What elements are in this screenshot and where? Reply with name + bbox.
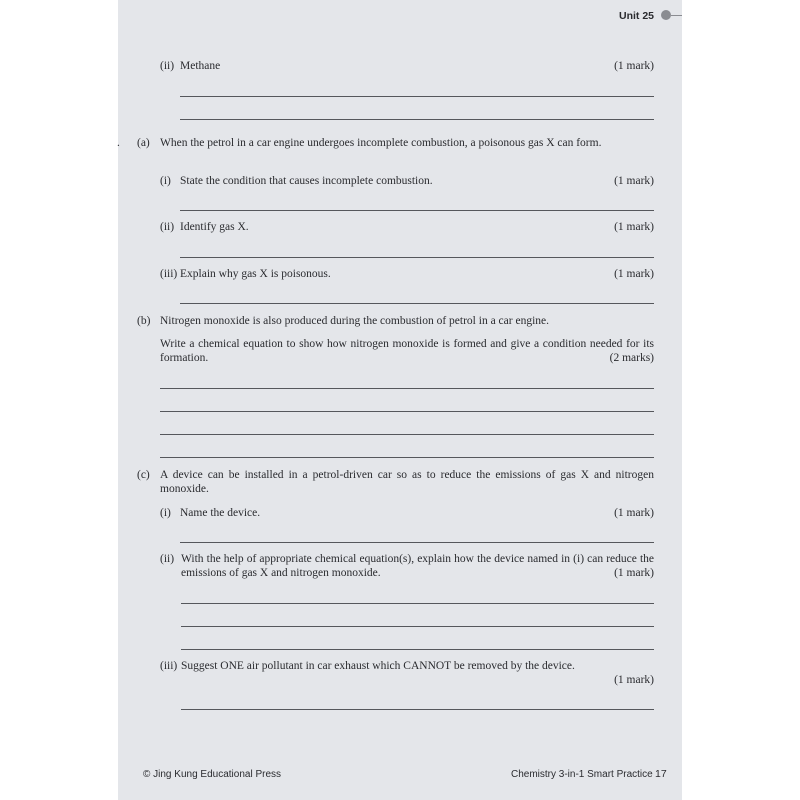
- answer-line[interactable]: [160, 457, 654, 458]
- unit-header: Unit 25: [619, 10, 655, 22]
- answer-line[interactable]: [160, 411, 654, 412]
- marks-label: (1 mark): [610, 566, 654, 580]
- question-number: .: [117, 137, 120, 149]
- header-dot-icon: [661, 10, 671, 20]
- answer-line[interactable]: [160, 388, 654, 389]
- header-rule: [671, 15, 682, 16]
- part-label: (c): [137, 469, 150, 481]
- answer-line[interactable]: [181, 649, 654, 650]
- book-title-footer: Chemistry 3-in-1 Smart Practice: [511, 769, 653, 780]
- marks-label: (1 mark): [614, 60, 654, 72]
- question-text: Name the device.: [180, 507, 261, 519]
- subpart-label: (iii): [160, 660, 178, 672]
- answer-line[interactable]: [181, 709, 654, 710]
- answer-line[interactable]: [181, 626, 654, 627]
- marks-label: (2 marks): [609, 352, 654, 364]
- question-text: A device can be installed in a petrol-driven car so as to reduce the emissions of gas X and nitrogen monoxide.: [160, 469, 654, 495]
- part-label: (a): [137, 137, 150, 149]
- page-sheet: [118, 0, 682, 800]
- marks-label: (1 mark): [614, 268, 654, 280]
- answer-line[interactable]: [180, 96, 654, 97]
- question-text: State the condition that causes incomplete combustion.: [180, 175, 433, 187]
- marks-label: (1 mark): [614, 507, 654, 519]
- subpart-label: (ii): [160, 221, 175, 233]
- subpart-label: (i): [160, 507, 171, 519]
- marks-label: (1 mark): [614, 674, 654, 686]
- question-text: With the help of appropriate chemical equation(s), explain how the device named in (i) can reduce the emissions of gas X and nitrogen monoxide.: [181, 553, 654, 579]
- subpart-label: (i): [160, 175, 171, 187]
- marks-label: (1 mark): [614, 221, 654, 233]
- publisher-footer: © Jing Kung Educational Press: [143, 769, 282, 780]
- question-text: When the petrol in a car engine undergoes incomplete combustion, a poisonous gas X can form.: [160, 137, 602, 149]
- answer-line[interactable]: [160, 434, 654, 435]
- question-instruction: Write a chemical equation to show how nitrogen monoxide is formed and give a condition needed for its formation.: [160, 338, 654, 364]
- answer-line[interactable]: [180, 542, 654, 543]
- question-text: Nitrogen monoxide is also produced during the combustion of petrol in a car engine.: [160, 315, 549, 327]
- subpart-label: (ii): [160, 553, 175, 565]
- answer-line[interactable]: [181, 603, 654, 604]
- answer-line[interactable]: [180, 303, 654, 304]
- question-text: Suggest ONE air pollutant in car exhaust which CANNOT be removed by the device.: [181, 660, 575, 672]
- question-text: Methane: [180, 60, 221, 72]
- answer-line[interactable]: [180, 257, 654, 258]
- answer-line[interactable]: [180, 119, 654, 120]
- page-number: 17: [655, 768, 667, 780]
- subpart-label: (iii): [160, 268, 178, 280]
- part-label: (b): [137, 315, 151, 327]
- part-label: (ii): [160, 60, 175, 72]
- marks-label: (1 mark): [614, 175, 654, 187]
- question-text: Explain why gas X is poisonous.: [180, 268, 331, 280]
- answer-line[interactable]: [180, 210, 654, 211]
- question-text: Identify gas X.: [180, 221, 249, 233]
